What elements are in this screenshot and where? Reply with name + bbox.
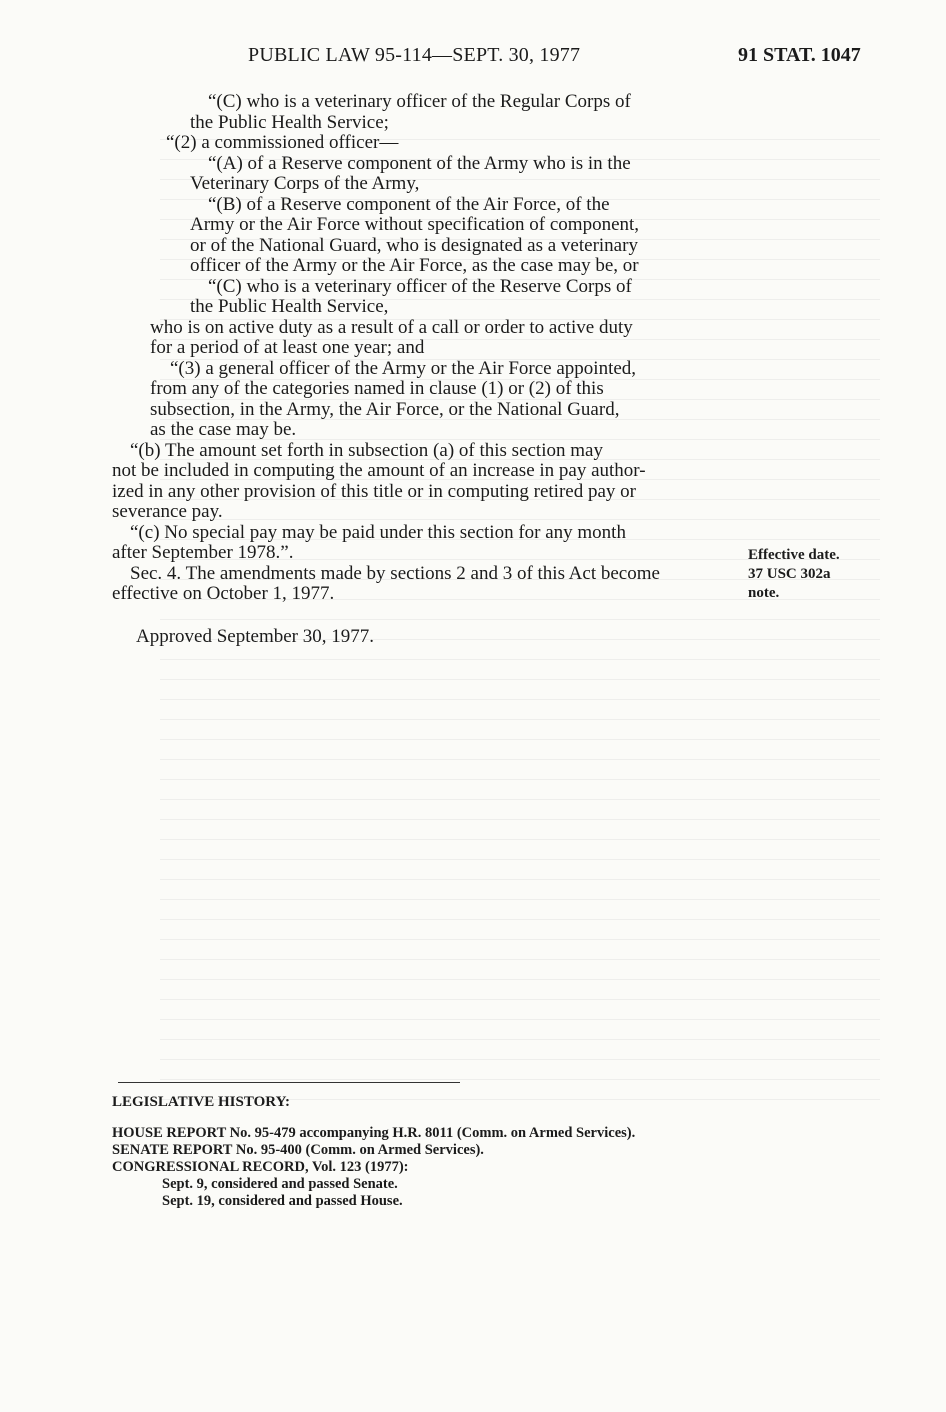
approval-date: Approved September 30, 1977. [136,625,374,647]
statute-body-text [112,92,734,647]
statute-line: severance pay. [112,501,223,522]
statute-line: officer of the Army or the Air Force, as the case may be, or [190,255,639,276]
statute-line: for a period of at least one year; and [150,337,425,358]
divider-rule [118,1082,460,1083]
statute-line: effective on October 1, 1977. [112,583,335,604]
statute-line: after September 1978.”. [112,542,294,563]
margin-note-effective-date [748,546,888,603]
statute-line: “(C) who is a veterinary officer of the Reserve Corps of [208,275,632,297]
statute-line: “(3) a general officer of the Army or the Air Force appointed, [170,357,637,379]
body-lines [112,92,734,605]
legislative-history-line: CONGRESSIONAL RECORD, Vol. 123 (1977): [112,1159,409,1175]
statute-line: ized in any other provision of this title or in computing retired pay or [112,480,636,502]
statute-line: “(A) of a Reserve component of the Army who is in the [208,152,631,174]
statute-line: subsection, in the Army, the Air Force, or the National Guard, [150,398,620,420]
page-header-stat-citation: 91 STAT. 1047 [738,44,861,66]
statute-line: Veterinary Corps of the Army, [190,173,420,194]
margin-note-line: note. [748,585,780,601]
statute-line: Sec. 4. The amendments made by sections 2 and 3 of this Act become [130,562,660,584]
legislative-history-line: HOUSE REPORT No. 95-479 accompanying H.R. 8011 (Comm. on Armed Services). [112,1125,636,1141]
margin-note-line: Effective date. [748,547,840,563]
page-header-title: PUBLIC LAW 95-114—SEPT. 30, 1977 [248,44,581,66]
statute-line: “(C) who is a veterinary officer of the Regular Corps of [208,91,631,112]
statute-line: not be included in computing the amount of an increase in pay author- [112,460,646,481]
statute-line: the Public Health Service; [190,111,389,133]
statute-line: “(b) The amount set forth in subsection (a) of this section may [130,439,603,461]
statute-line: “(2) a commissioned officer— [166,132,399,153]
margin-note-line: 37 USC 302a [748,566,831,582]
statute-line: Army or the Air Force without specification of component, [190,214,640,235]
statute-line: from any of the categories named in clause (1) or (2) of this [150,378,604,399]
statute-line: “(c) No special pay may be paid under this section for any month [130,521,626,543]
legislative-history-subline: Sept. 9, considered and passed Senate. [162,1176,398,1192]
legislative-history [112,1094,752,1210]
legislative-history-subline: Sept. 19, considered and passed House. [162,1193,403,1209]
statute-line: “(B) of a Reserve component of the Air Force, of the [208,193,610,215]
statute-line: the Public Health Service, [190,296,389,317]
legislative-history-line: SENATE REPORT No. 95-400 (Comm. on Armed Services). [112,1142,484,1158]
statute-line: who is on active duty as a result of a call or order to active duty [150,316,633,338]
statute-line: as the case may be. [150,419,297,440]
legislative-history-heading: LEGISLATIVE HISTORY: [112,1094,291,1110]
statute-line: or of the National Guard, who is designated as a veterinary [190,234,638,256]
